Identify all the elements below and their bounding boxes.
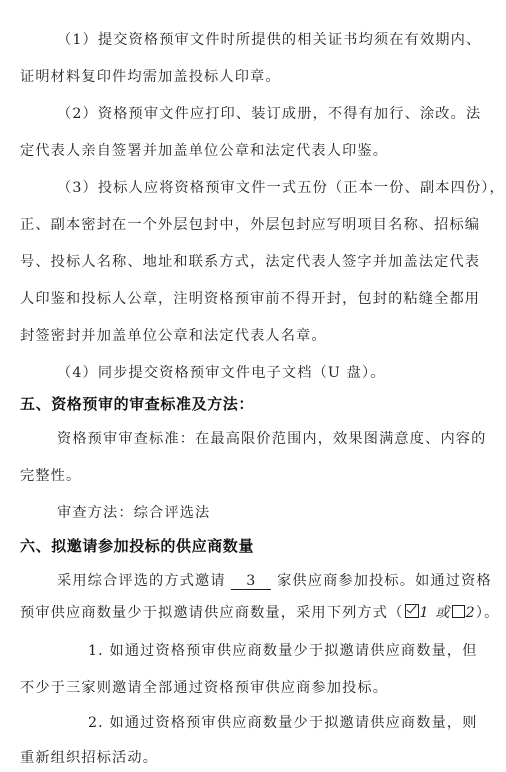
item1-line2: 证明材料复印件均需加盖投标人印章。 (20, 69, 281, 85)
section6-heading: 六、拟邀请参加投标的供应商数量 (20, 537, 255, 555)
item3-line3: 号、投标人名称、地址和联系方式，法定代表人签字并加盖法定代表 (20, 254, 481, 270)
intro-line2-suffix: ）。 (475, 605, 500, 621)
section6-intro-line1 (57, 571, 492, 591)
rule2-line2: 重新组织招标活动。 (20, 750, 159, 766)
intro-suffix: 家供应商参加投标。如通过资格 (277, 573, 492, 589)
option2-label: 2 (465, 605, 476, 621)
section5-heading: 五、资格预审的审查标准及方法： (20, 395, 255, 413)
item1-line1: （1）提交资格预审文件时所提供的相关证书均须在有效期内、 (57, 32, 482, 48)
rule1-line1: 1. 如通过资格预审供应商数量少于拟邀请供应商数量，但 (88, 643, 478, 659)
standard-line2: 完整性。 (20, 468, 82, 484)
unchecked-box-icon (452, 605, 465, 618)
item3-line2: 正、副本密封在一个外层包封中，外层包封应写明项目名称、招标编 (20, 217, 481, 233)
checked-box-icon (405, 604, 419, 618)
item3-line4: 人印鉴和投标人公章，注明资格预审前不得开封，包封的粘缝全都用 (20, 291, 481, 307)
rule1-line2: 不少于三家则邀请全部通过资格预审供应商参加投标。 (20, 680, 389, 696)
supplier-count-blank: 3 (231, 573, 271, 590)
option1-label: 1 或 (419, 605, 451, 621)
item3-line1: （3）投标人应将资格预审文件一式五份（正本一份、副本四份）， (57, 180, 505, 196)
intro-line2-prefix: 预审供应商数量少于拟邀请供应商数量，采用下列方式（ (20, 605, 404, 621)
method-text: 审查方法：综合评选法 (57, 505, 211, 521)
item3-line5: 封签密封并加盖单位公章和法定代表人名章。 (20, 328, 327, 344)
item2-line2: 定代表人亲自签署并加盖单位公章和法定代表人印鉴。 (20, 143, 389, 159)
item2-line1: （2）资格预审文件应打印、装订成册，不得有加行、涂改。法 (57, 106, 482, 122)
rule2-line1: 2. 如通过资格预审供应商数量少于拟邀请供应商数量，则 (88, 715, 478, 731)
standard-line1: 资格预审审查标准：在最高限价范围内，效果图满意度、内容的 (57, 431, 487, 447)
item4-line1: （4）同步提交资格预审文件电子文档（U 盘）。 (57, 365, 386, 381)
intro-prefix: 采用综合评选的方式邀请 (57, 573, 226, 589)
section6-intro-line2 (20, 603, 499, 623)
